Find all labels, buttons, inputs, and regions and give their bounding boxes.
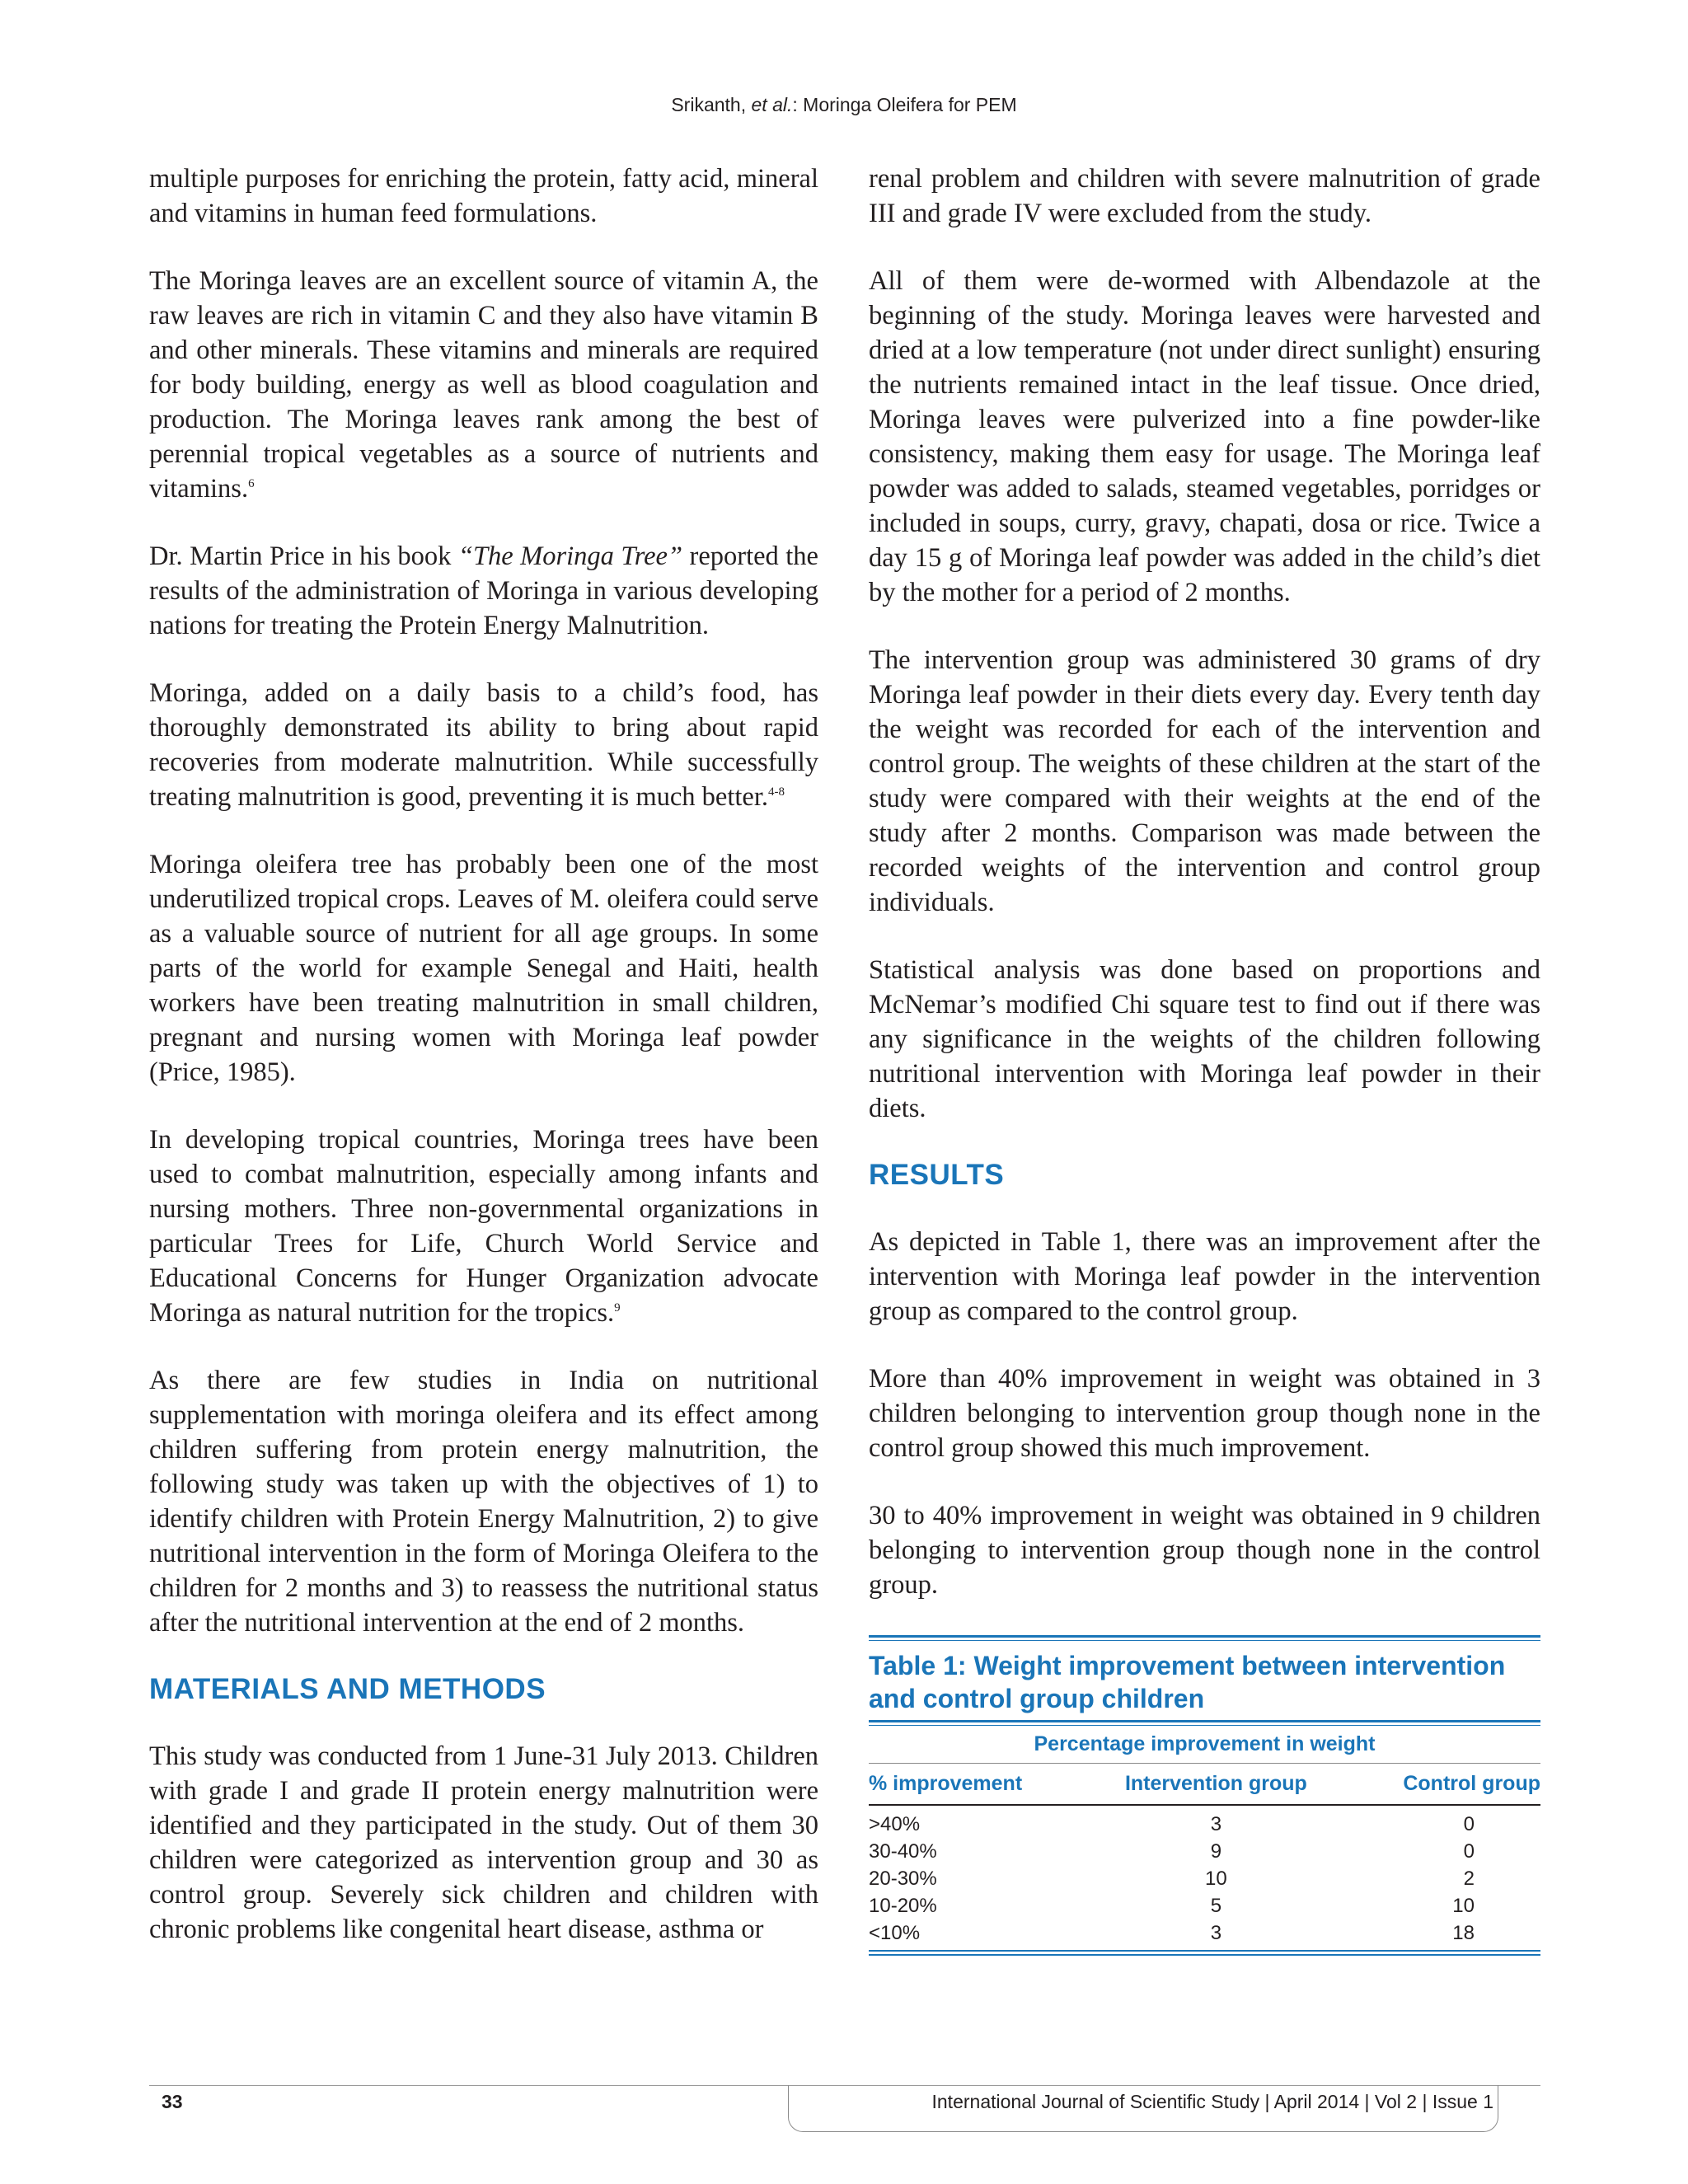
paragraph: multiple purposes for enriching the protein, fatty acid, mineral and vitamins in human feed formulations. [149, 164, 818, 228]
paragraph-text: reported the results of the administration of Moringa in various developing nations for treating the Protein Energy Malnutrition. [149, 541, 818, 640]
table-cell: >40% [869, 1813, 921, 1835]
paragraph [149, 1122, 818, 1330]
table-1 [869, 1635, 1540, 1956]
running-head-title: : Moringa Oleifera for PEM [792, 94, 1017, 115]
table-cell: 10-20% [869, 1895, 937, 1917]
running-head-authors: Srikanth, [671, 94, 747, 115]
citation: 4-8 [767, 785, 785, 799]
paragraph: All of them were de-wormed with Albendazole at the beginning of the study. Moringa leaves were harvested and dried at a low temperature (not under direct sunlight) ensuring the nutrients remained intact in the leaf tissue. Once dried, Moringa leaves were pulverized into a fine powder-like consistency, making them easy for usage. The Moringa leaf powder was added to salads, steamed vegetables, porridges or included in soups, curry, gravy, chapati, dosa or rice. Twice a day 15 g of Moringa leaf powder was added in the child’s diet by the mother for a period of 2 months. [869, 266, 1540, 607]
table-cell: <10% [869, 1922, 921, 1944]
citation: 6 [248, 477, 255, 491]
table-row [869, 1805, 1540, 1838]
paragraph [149, 539, 818, 643]
paragraph: Moringa oleifera tree has probably been one of the most underutilized tropical crops. Leaves of M. oleifera could serve as a valuable source of nutrient for all age groups. In some parts of the world for example Senegal and Haiti, health workers have been treating malnutrition in small children, pregnant and nursing women with Moringa leaf powder (Price, 1985). [149, 850, 818, 1087]
paragraph: More than 40% improvement in weight was obtained in 3 children belonging to intervention group though none in the control group showed this much improvement. [869, 1364, 1540, 1463]
table-cell: 2 [1463, 1868, 1475, 1890]
paragraph: The intervention group was administered 30 grams of dry Moringa leaf powder in their diets every day. Every tenth day the weight was recorded for each of the intervention and control group. The weights of these children at the start of the study were compared with their weights at the end of the study after 2 months. Comparison was made between the recorded weights of the intervention and control group individuals. [869, 645, 1540, 917]
left-column [149, 162, 818, 1980]
table-row [869, 1892, 1540, 1919]
table-cell: 3 [1210, 1813, 1222, 1835]
paragraph: As there are few studies in India on nutritional supplementation with moringa oleifera and its effect among children suffering from protein energy malnutrition, the following study was taken up with the objectives of 1) to identify children with Protein Energy Malnutrition, 2) to give nutritional intervention in the form of Moringa Oleifera to the children for 2 months and 3) to reassess the nutritional status after the nutritional intervention at the end of 2 months. [149, 1366, 818, 1638]
column-header: Intervention group [1087, 1764, 1346, 1806]
section-heading-methods: MATERIALS AND METHODS [149, 1673, 546, 1705]
table-caption: Table 1: Weight improvement between intervention and control group children [869, 1651, 1506, 1713]
table-span-header-row [869, 1726, 1540, 1764]
table-cell: 30-40% [869, 1840, 937, 1863]
table-cell: 0 [1463, 1840, 1475, 1863]
table-caption-rule [869, 1720, 1540, 1726]
column-header: % improvement [869, 1764, 1087, 1806]
table-cell: 10 [1452, 1895, 1475, 1917]
table-cell: 3 [1210, 1922, 1222, 1944]
table-span-header: Percentage improvement in weight [869, 1726, 1540, 1764]
running-head-etal: et al. [751, 94, 793, 115]
table-row [869, 1919, 1540, 1947]
paragraph: renal problem and children with severe malnutrition of grade III and grade IV were excluded from the study. [869, 164, 1540, 228]
table-top-rule [869, 1635, 1540, 1641]
table-header-row [869, 1764, 1540, 1806]
paragraph-text: Dr. Martin Price in his book [149, 541, 458, 571]
section-heading-results: RESULTS [869, 1159, 1005, 1191]
book-title: “The Moringa Tree” [457, 541, 683, 571]
table-cell: 10 [1205, 1868, 1227, 1890]
citation: 9 [614, 1301, 621, 1315]
paragraph-text: The Moringa leaves are an excellent source of vitamin A, the raw leaves are rich in vitamin C and they also have vitamin B and other minerals. These vitamins and minerals are required for body building, energy as well as blood coagulation and production. The Moringa leaves rank among the best of perennial tropical vegetables as a source of nutrients and vitamins. [149, 266, 818, 504]
paragraph: Statistical analysis was done based on proportions and McNemar’s modified Chi square test to find out if there was any significance in the weights of the children following nutritional intervention with Moringa leaf powder in their diets. [869, 955, 1540, 1123]
table-bottom-rule [869, 1950, 1540, 1956]
paragraph [149, 264, 818, 506]
paragraph: 30 to 40% improvement in weight was obtained in 9 children belonging to intervention group though none in the control group. [869, 1501, 1540, 1600]
data-table [869, 1726, 1540, 1947]
right-column [869, 162, 1540, 1956]
column-header: Control group [1345, 1764, 1540, 1806]
running-head [0, 94, 1688, 116]
page-number: 33 [162, 2091, 183, 2112]
paragraph-text: Moringa, added on a daily basis to a child’s food, has thoroughly demonstrated its ability to bring about rapid recoveries from moderate malnutrition. While successfully treating malnutrition is good, preventing it is much better. [149, 678, 818, 812]
paragraph [149, 676, 818, 814]
table-cell: 18 [1452, 1922, 1475, 1944]
table-cell: 20-30% [869, 1868, 937, 1890]
table-cell: 0 [1463, 1813, 1475, 1835]
journal-citation: International Journal of Scientific Study | April 2014 | Vol 2 | Issue 1 [931, 2091, 1493, 2112]
paragraph: This study was conducted from 1 June-31 July 2013. Children with grade I and grade II protein energy malnutrition were identified and they participated in the study. Out of them 30 children were categorized as intervention group and 30 as control group. Severely sick children and children with chronic problems like congenital heart disease, asthma or [149, 1741, 818, 1944]
paragraph: As depicted in Table 1, there was an improvement after the intervention with Moringa leaf powder in the intervention group as compared to the control group. [869, 1227, 1540, 1326]
paragraph-text: In developing tropical countries, Moringa trees have been used to combat malnutrition, especially among infants and nursing mothers. Three non-governmental organizations in particular Trees for Life, Church World Service and Educational Concerns for Hunger Organization advocate Moringa as natural nutrition for the tropics. [149, 1125, 818, 1328]
table-row [869, 1865, 1540, 1892]
table-cell: 9 [1210, 1840, 1222, 1863]
table-cell: 5 [1210, 1895, 1222, 1917]
table-row [869, 1838, 1540, 1865]
